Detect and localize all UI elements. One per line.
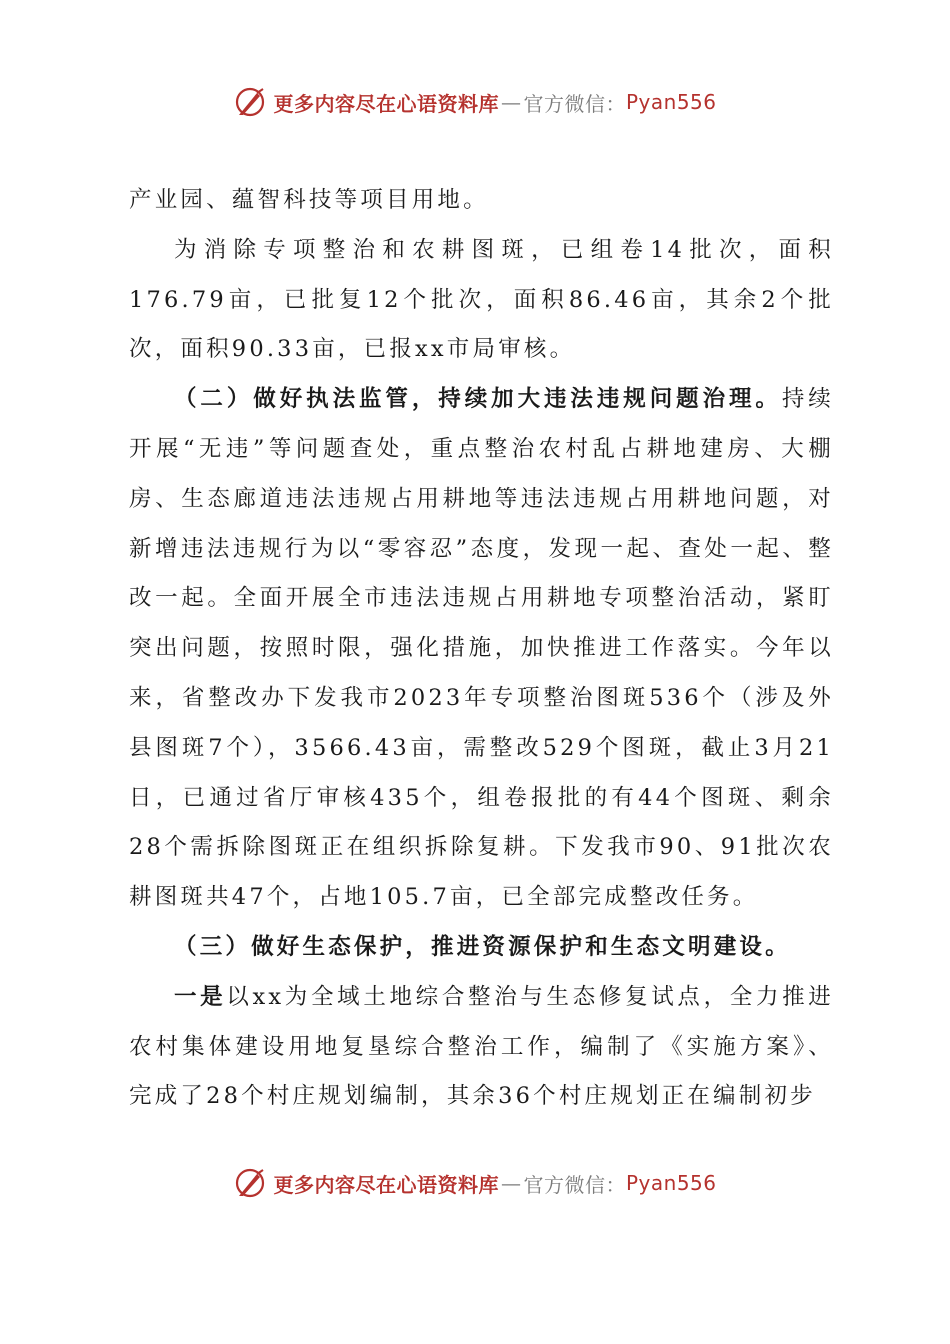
banner-wechat-label: 官方微信： bbox=[523, 1172, 626, 1197]
paragraph-text: 产业园、蕴智科技等项目用地。 bbox=[129, 187, 489, 213]
banner-dash: — bbox=[500, 1171, 522, 1195]
banner-wechat-id: Pyan556 bbox=[625, 90, 717, 114]
paragraph bbox=[129, 973, 834, 1122]
paragraph-text: 持续开展“无违”等问题查处，重点整治农村乱占耕地建房、大棚房、生态廊道违法违规占用耕地等违法违规占用耕地问题，对新增违法违规行为以“零容忍”态度，发现一起、查处一起、整改一起。全面开展全市违法违规占用耕地专项整治活动，紧盯突出问题，按照时限，强化措施，加快推进工作落实。今年以来，省整改办下发我市2023年专项整治图斑536个（涉及外县图斑7个），3566.43亩，需整改529个图斑，截止3月21日，已通过省厅审核435个，组卷报批的有44个图斑、剩余28个需拆除图斑正在组织拆除复耕。下发我市90、91批次农耕图斑共47个，占地105.7亩，已全部完成整改任务。 bbox=[129, 386, 834, 911]
paragraph-section-3 bbox=[129, 923, 834, 973]
paragraph-text: 以xx为全域土地综合整治与生态修复试点，全力推进农村集体建设用地复垦综合整治工作，编制了《实施方案》、完成了28个村庄规划编制，其余36个村庄规划正在编制初步 bbox=[129, 983, 834, 1110]
banner-wechat-id: Pyan556 bbox=[625, 1171, 717, 1195]
banner-wechat-label: 官方微信： bbox=[523, 91, 626, 116]
watermark-banner-bottom bbox=[0, 1163, 950, 1203]
paragraph-text: 为消除专项整治和农耕图斑，已组卷14批次，面积176.79亩，已批复12个批次，面积86.46亩，其余2个批次，面积90.33亩，已报xx市局审核。 bbox=[129, 236, 834, 363]
banner-dash: — bbox=[500, 90, 522, 114]
paragraph bbox=[129, 226, 834, 375]
banner-slogan: 更多内容尽在心语资料库 bbox=[273, 91, 499, 116]
banner-slogan: 更多内容尽在心语资料库 bbox=[273, 1172, 499, 1197]
quill-logo-icon bbox=[233, 85, 267, 119]
document-body bbox=[129, 176, 834, 1122]
lead-in-heading: 一是 bbox=[174, 983, 227, 1010]
watermark-banner-top bbox=[0, 82, 950, 122]
paragraph-section-2 bbox=[129, 375, 834, 923]
section-heading: （二）做好执法监管，持续加大违法违规问题治理。 bbox=[174, 386, 782, 413]
paragraph-continuation bbox=[129, 176, 834, 226]
section-heading: （三）做好生态保护，推进资源保护和生态文明建设。 bbox=[174, 933, 791, 960]
quill-logo-icon bbox=[233, 1166, 267, 1200]
